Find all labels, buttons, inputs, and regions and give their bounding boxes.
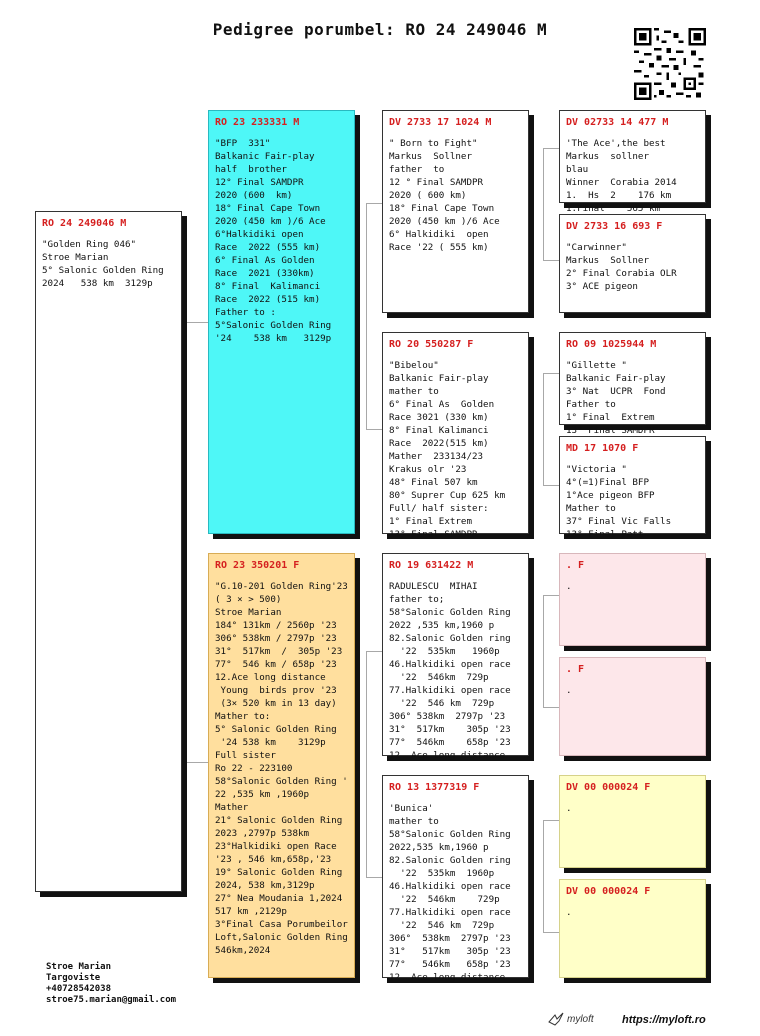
pigeon-info: .: [566, 685, 572, 696]
connector-line: [543, 260, 559, 261]
page-title: Pedigree porumbel: RO 24 249046 M: [212, 20, 548, 39]
connector-line: [183, 322, 209, 323]
pigeon-info: "BFP 331" Balkanic Fair-play half brother 12° Final SAMDPR 2020 (600 km) 18° Final Cape Town 2020 (450 km )/6 Ace 6°Halkidiki open Race 2022 (555 km) 6° Final As Golden Race 2021 (330km) 8° Final Kalimanci Race 2022 (515 km) Father to : 5°Salonic Golden Ring '24 538 km 3129p: [215, 138, 332, 344]
connector-line: [543, 148, 544, 260]
connector-line: [366, 203, 382, 204]
pedigree-card-subject[interactable]: [35, 211, 182, 892]
ring-number: . F: [566, 560, 585, 571]
connector-line: [543, 148, 559, 149]
pedigree-card-dam-sire-dam[interactable]: [559, 657, 706, 756]
pedigree-card-sire-dam[interactable]: [382, 332, 529, 540]
connector-line: [543, 820, 559, 821]
owner-name: Stroe Marian: [46, 962, 112, 972]
ring-number: RO 19 631422 M: [389, 560, 474, 571]
connector-line: [366, 651, 367, 877]
pedigree-card-dam-dam-sire[interactable]: [559, 775, 706, 868]
ring-number: DV 02733 14 477 M: [566, 117, 669, 128]
ring-number: DV 00 000024 F: [566, 886, 651, 897]
connector-line: [366, 429, 382, 430]
pedigree-card-sire-dam-dam[interactable]: [559, 436, 706, 540]
connector-line: [543, 485, 559, 486]
owner-phone: +40728542038: [46, 984, 112, 994]
connector-line: [543, 595, 544, 707]
pedigree-card-dam-dam[interactable]: [382, 775, 529, 983]
pedigree-card-sire-sire[interactable]: [382, 110, 529, 313]
ring-number: RO 13 1377319 F: [389, 782, 480, 793]
ring-number: DV 00 000024 F: [566, 782, 651, 793]
connector-line: [543, 932, 559, 933]
pedigree-card-dam[interactable]: [208, 553, 355, 978]
pedigree-card-dam-sire[interactable]: [382, 553, 529, 761]
pigeon-info: "G.10-201 Golden Ring'23 ( 3 × > 500) Stroe Marian 184° 131km / 2560p '23 306° 538km / 2797p '23 31° 517km / 305p '23 77° 546 km / 658p '23 12.Ace long distance Young birds prov '23 (3× 520 km in 13 day) Mather to: 5° Salonic Golden Ring '24 538 km 3129p Full sister Ro 22 - 223100 58°Salonic Golden Ring ' 22 ,535 km ,1960p Mather 21° Salonic Golden Ring 2023 ,2797p 538km 23°Halkidiki open Race '23 , 546 km,658p,'23 19° Salonic Golden Ring 2024, 538 km,3129p 27° Nea Moudania 1,2024 517 km ,2129p 3°Final Casa Porumbeilor Loft,Salonic Golden Ring 546km,2024: [215, 581, 348, 956]
connector-line: [543, 820, 544, 932]
ring-number: RO 23 233331 M: [215, 117, 300, 128]
pigeon-info: 'Bunica' mather to 58°Salonic Golden Ring 2022,535 km,1960 p 82.Salonic Golden ring '22 535km 1960p 46.Halkidiki open race '22 546km 729p 77.Halkidiki open race '22 546 km 729p 306° 538km 2797p '23 31° 517km 305p '23 77° 546km 658p '23 12. Ace long distance: [389, 803, 511, 983]
ring-number: RO 24 249046 M: [42, 218, 127, 229]
pedigree-card-sire-sire-sire[interactable]: [559, 110, 706, 214]
pedigree-card-sire[interactable]: [208, 110, 355, 534]
ring-number: RO 20 550287 F: [389, 339, 474, 350]
qr-code: [634, 28, 706, 100]
pedigree-card-dam-dam-dam[interactable]: [559, 879, 706, 978]
logo-text: myloft: [567, 1013, 594, 1025]
pigeon-info: .: [566, 581, 572, 592]
ring-number: DV 2733 16 693 F: [566, 221, 663, 232]
pigeon-info: .: [566, 803, 572, 814]
owner-contact: [46, 962, 176, 1006]
website-link[interactable]: https://myloft.ro: [622, 1014, 706, 1026]
connector-line: [543, 595, 559, 596]
ring-number: . F: [566, 664, 585, 675]
owner-email[interactable]: stroe75.marian@gmail.com: [46, 995, 177, 1005]
pigeon-info: "Golden Ring 046" Stroe Marian 5° Salonic Golden Ring 2024 538 km 3129p: [42, 239, 164, 289]
pedigree-card-sire-sire-dam[interactable]: [559, 214, 706, 313]
ring-number: MD 17 1070 F: [566, 443, 639, 454]
pigeon-info: 'The Ace',the best Markus sollner blau Winner Corabia 2014 1. Hs 2 176 km 1.Final 565 km: [566, 138, 677, 214]
connector-line: [543, 707, 559, 708]
connector-line: [543, 373, 559, 374]
ring-number: DV 2733 17 1024 M: [389, 117, 492, 128]
connector-line: [366, 651, 382, 652]
pedigree-card-sire-dam-sire[interactable]: [559, 332, 706, 436]
pigeon-info: "Carwinner" Markus Sollner 2° Final Corabia OLR 3° ACE pigeon: [566, 242, 677, 292]
myloft-logo: [548, 1012, 594, 1026]
connector-line: [366, 877, 382, 878]
connector-line: [366, 203, 367, 429]
pigeon-info: "Gillette " Balkanic Fair-play 3° Nat UCPR Fond Father to 1° Final Extrem 13° Final SAMDPR: [566, 360, 666, 436]
ring-number: RO 23 350201 F: [215, 560, 300, 571]
pigeon-info: RADULESCU MIHAI father to; 58°Salonic Golden Ring 2022 ,535 km,1960 p 82.Salonic Golden ring '22 535km 1960p 46.Halkidiki open race '22 546km 729p 77.Halkidiki open race '22 546 km 729p 306° 538km 2797p '23 31° 517km 305p '23 77° 546km 658p '23 12. Ace long distance: [389, 581, 511, 761]
connector-line: [183, 762, 209, 763]
ring-number: RO 09 1025944 M: [566, 339, 657, 350]
pedigree-card-dam-sire-sire[interactable]: [559, 553, 706, 646]
pigeon-info: .: [566, 907, 572, 918]
pigeon-info: "Bibelou" Balkanic Fair-play mather to 6° Final As Golden Race 3021 (330 km) 8° Final Kalimanci Race 2022(515 km) Mather 233134/23 Krakus olr '23 48° Final 507 km 80° Suprer Cup 625 km Full/ half sister: 1° Final Extrem 13° Final SAMDPR: [389, 360, 506, 540]
connector-line: [543, 373, 544, 485]
owner-city: Targoviste: [46, 973, 101, 983]
connector-line: [183, 322, 184, 762]
pigeon-icon: [548, 1012, 564, 1026]
pigeon-info: " Born to Fight" Markus Sollner father to 12 ° Final SAMDPR 2020 ( 600 km) 18° Final Cape Town 2020 (450 km )/6 Ace 6° Halkidiki open Race '22 ( 555 km): [389, 138, 500, 253]
pigeon-info: "Victoria " 4°(=1)Final BFP 1°Ace pigeon BFP Mather to 37° Final Vic Falls 13° Final Patt: [566, 464, 672, 540]
